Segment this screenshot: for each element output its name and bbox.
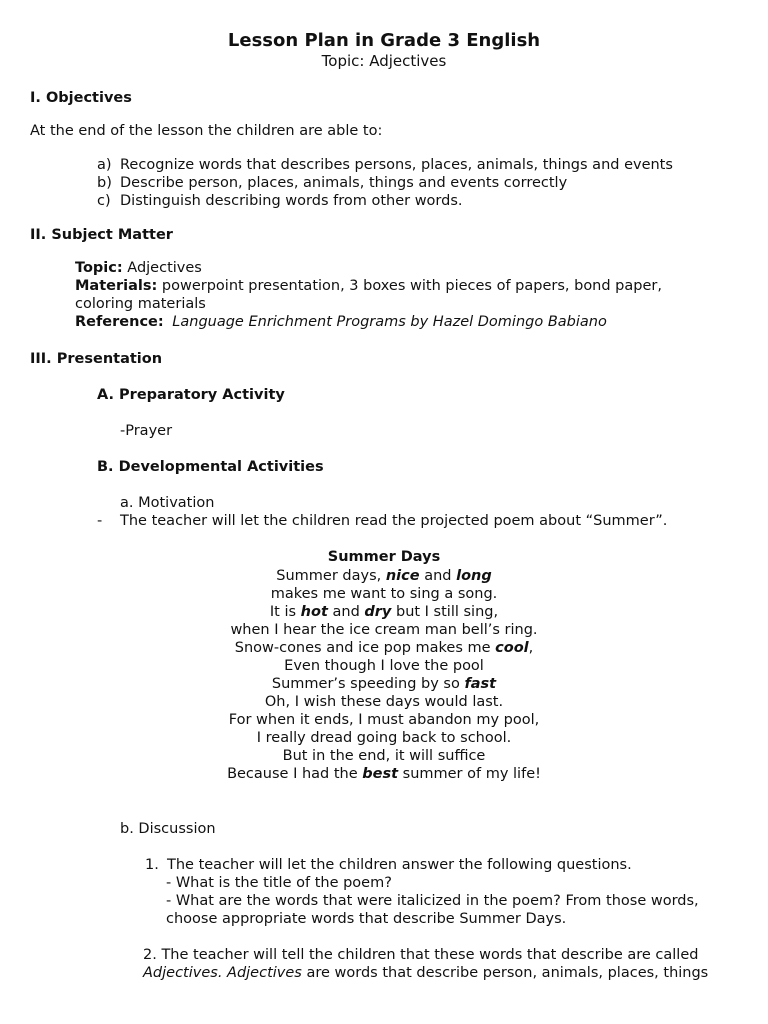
- objective-item: Describe person, places, animals, things and events correctly: [120, 175, 568, 191]
- poem-line: [0, 747, 768, 765]
- poem-line: [0, 657, 768, 675]
- poem-text: Because I had the: [227, 766, 363, 782]
- poem-text: but I still sing,: [391, 604, 499, 620]
- poem-line: [0, 621, 768, 639]
- poem-text: It is: [269, 604, 301, 620]
- objective-marker: c): [97, 193, 111, 209]
- discussion-question: - What are the words that were italicized in the poem? From those words,: [166, 893, 699, 909]
- poem-line: [0, 765, 768, 783]
- motivation-label: a. Motivation: [120, 495, 215, 511]
- materials-value: powerpoint presentation, 3 boxes with pieces of papers, bond paper,: [161, 278, 662, 294]
- adjectives-term: Adjectives. Adjectives: [143, 965, 302, 981]
- poem-line: [0, 675, 768, 693]
- discussion-item-continued: [143, 964, 708, 982]
- poem-text: Even though I love the pool: [284, 658, 484, 674]
- topic-value: Adjectives: [127, 260, 202, 276]
- poem-line: [0, 693, 768, 711]
- document-subtitle: Topic: Adjectives: [321, 52, 447, 70]
- poem-line: [0, 567, 768, 585]
- discussion-label: b. Discussion: [120, 821, 216, 837]
- poem-text: ,: [528, 640, 534, 656]
- poem-title: Summer Days: [327, 549, 441, 565]
- topic-label: Topic:: [75, 260, 123, 276]
- poem-adjective: cool: [495, 640, 529, 656]
- objectives-intro: At the end of the lesson the children are able to:: [30, 123, 383, 139]
- reference-label: Reference:: [75, 314, 164, 330]
- adjectives-definition: are words that describe person, animals, places, things: [301, 965, 709, 981]
- discussion-question-continued: choose appropriate words that describe Summer Days.: [166, 911, 567, 927]
- poem-adjective: best: [362, 766, 399, 782]
- poem-text: But in the end, it will suffice: [282, 748, 486, 764]
- poem-adjective: hot: [300, 604, 328, 620]
- poem-text: makes me want to sing a song.: [270, 586, 498, 602]
- poem-line: [0, 639, 768, 657]
- materials-label: Materials:: [75, 278, 158, 294]
- poem-adjective: long: [456, 568, 492, 584]
- poem-line: [0, 585, 768, 603]
- poem-line: [0, 603, 768, 621]
- objective-marker: a): [97, 157, 112, 173]
- poem-adjective: dry: [364, 604, 392, 620]
- discussion-item: 2. The teacher will tell the children that these words that describe are called: [143, 947, 699, 963]
- reference-value: Language Enrichment Programs by Hazel Domingo Babiano: [172, 314, 607, 330]
- objective-item: Recognize words that describes persons, places, animals, things and events: [120, 157, 673, 173]
- poem-text: when I hear the ice cream man bell’s ring.: [230, 622, 538, 638]
- objectives-heading: I. Objectives: [30, 90, 132, 106]
- objective-marker: b): [97, 175, 112, 191]
- reference-row: [75, 313, 607, 331]
- poem-text: and: [327, 604, 365, 620]
- poem-text: For when it ends, I must abandon my pool,: [228, 712, 540, 728]
- poem-adjective: nice: [385, 568, 420, 584]
- poem-text: and: [419, 568, 457, 584]
- developmental-heading: B. Developmental Activities: [97, 459, 324, 475]
- poem-text: Summer days,: [276, 568, 386, 584]
- discussion-item-number: 1.: [145, 857, 159, 873]
- presentation-heading: III. Presentation: [30, 351, 163, 367]
- document-title: Lesson Plan in Grade 3 English: [227, 30, 541, 51]
- poem-line: [0, 711, 768, 729]
- list-dash: -: [97, 513, 103, 529]
- poem-text: summer of my life!: [398, 766, 541, 782]
- preparatory-heading: A. Preparatory Activity: [97, 387, 285, 403]
- poem-text: Oh, I wish these days would last.: [264, 694, 504, 710]
- objective-item: Distinguish describing words from other words.: [120, 193, 463, 209]
- discussion-item: The teacher will let the children answer the following questions.: [167, 857, 632, 873]
- topic-row: [75, 259, 202, 277]
- materials-row: [75, 277, 662, 295]
- motivation-text: The teacher will let the children read the projected poem about “Summer”.: [120, 513, 668, 529]
- poem-text: Summer’s speeding by so: [271, 676, 465, 692]
- discussion-question: - What is the title of the poem?: [166, 875, 392, 891]
- prayer-item: -Prayer: [120, 423, 173, 439]
- poem-text: I really dread going back to school.: [256, 730, 512, 746]
- materials-value-continued: coloring materials: [75, 296, 206, 312]
- poem-line: [0, 729, 768, 747]
- poem-text: Snow-cones and ice pop makes me: [234, 640, 496, 656]
- poem-adjective: fast: [464, 676, 497, 692]
- subject-matter-heading: II. Subject Matter: [30, 227, 173, 243]
